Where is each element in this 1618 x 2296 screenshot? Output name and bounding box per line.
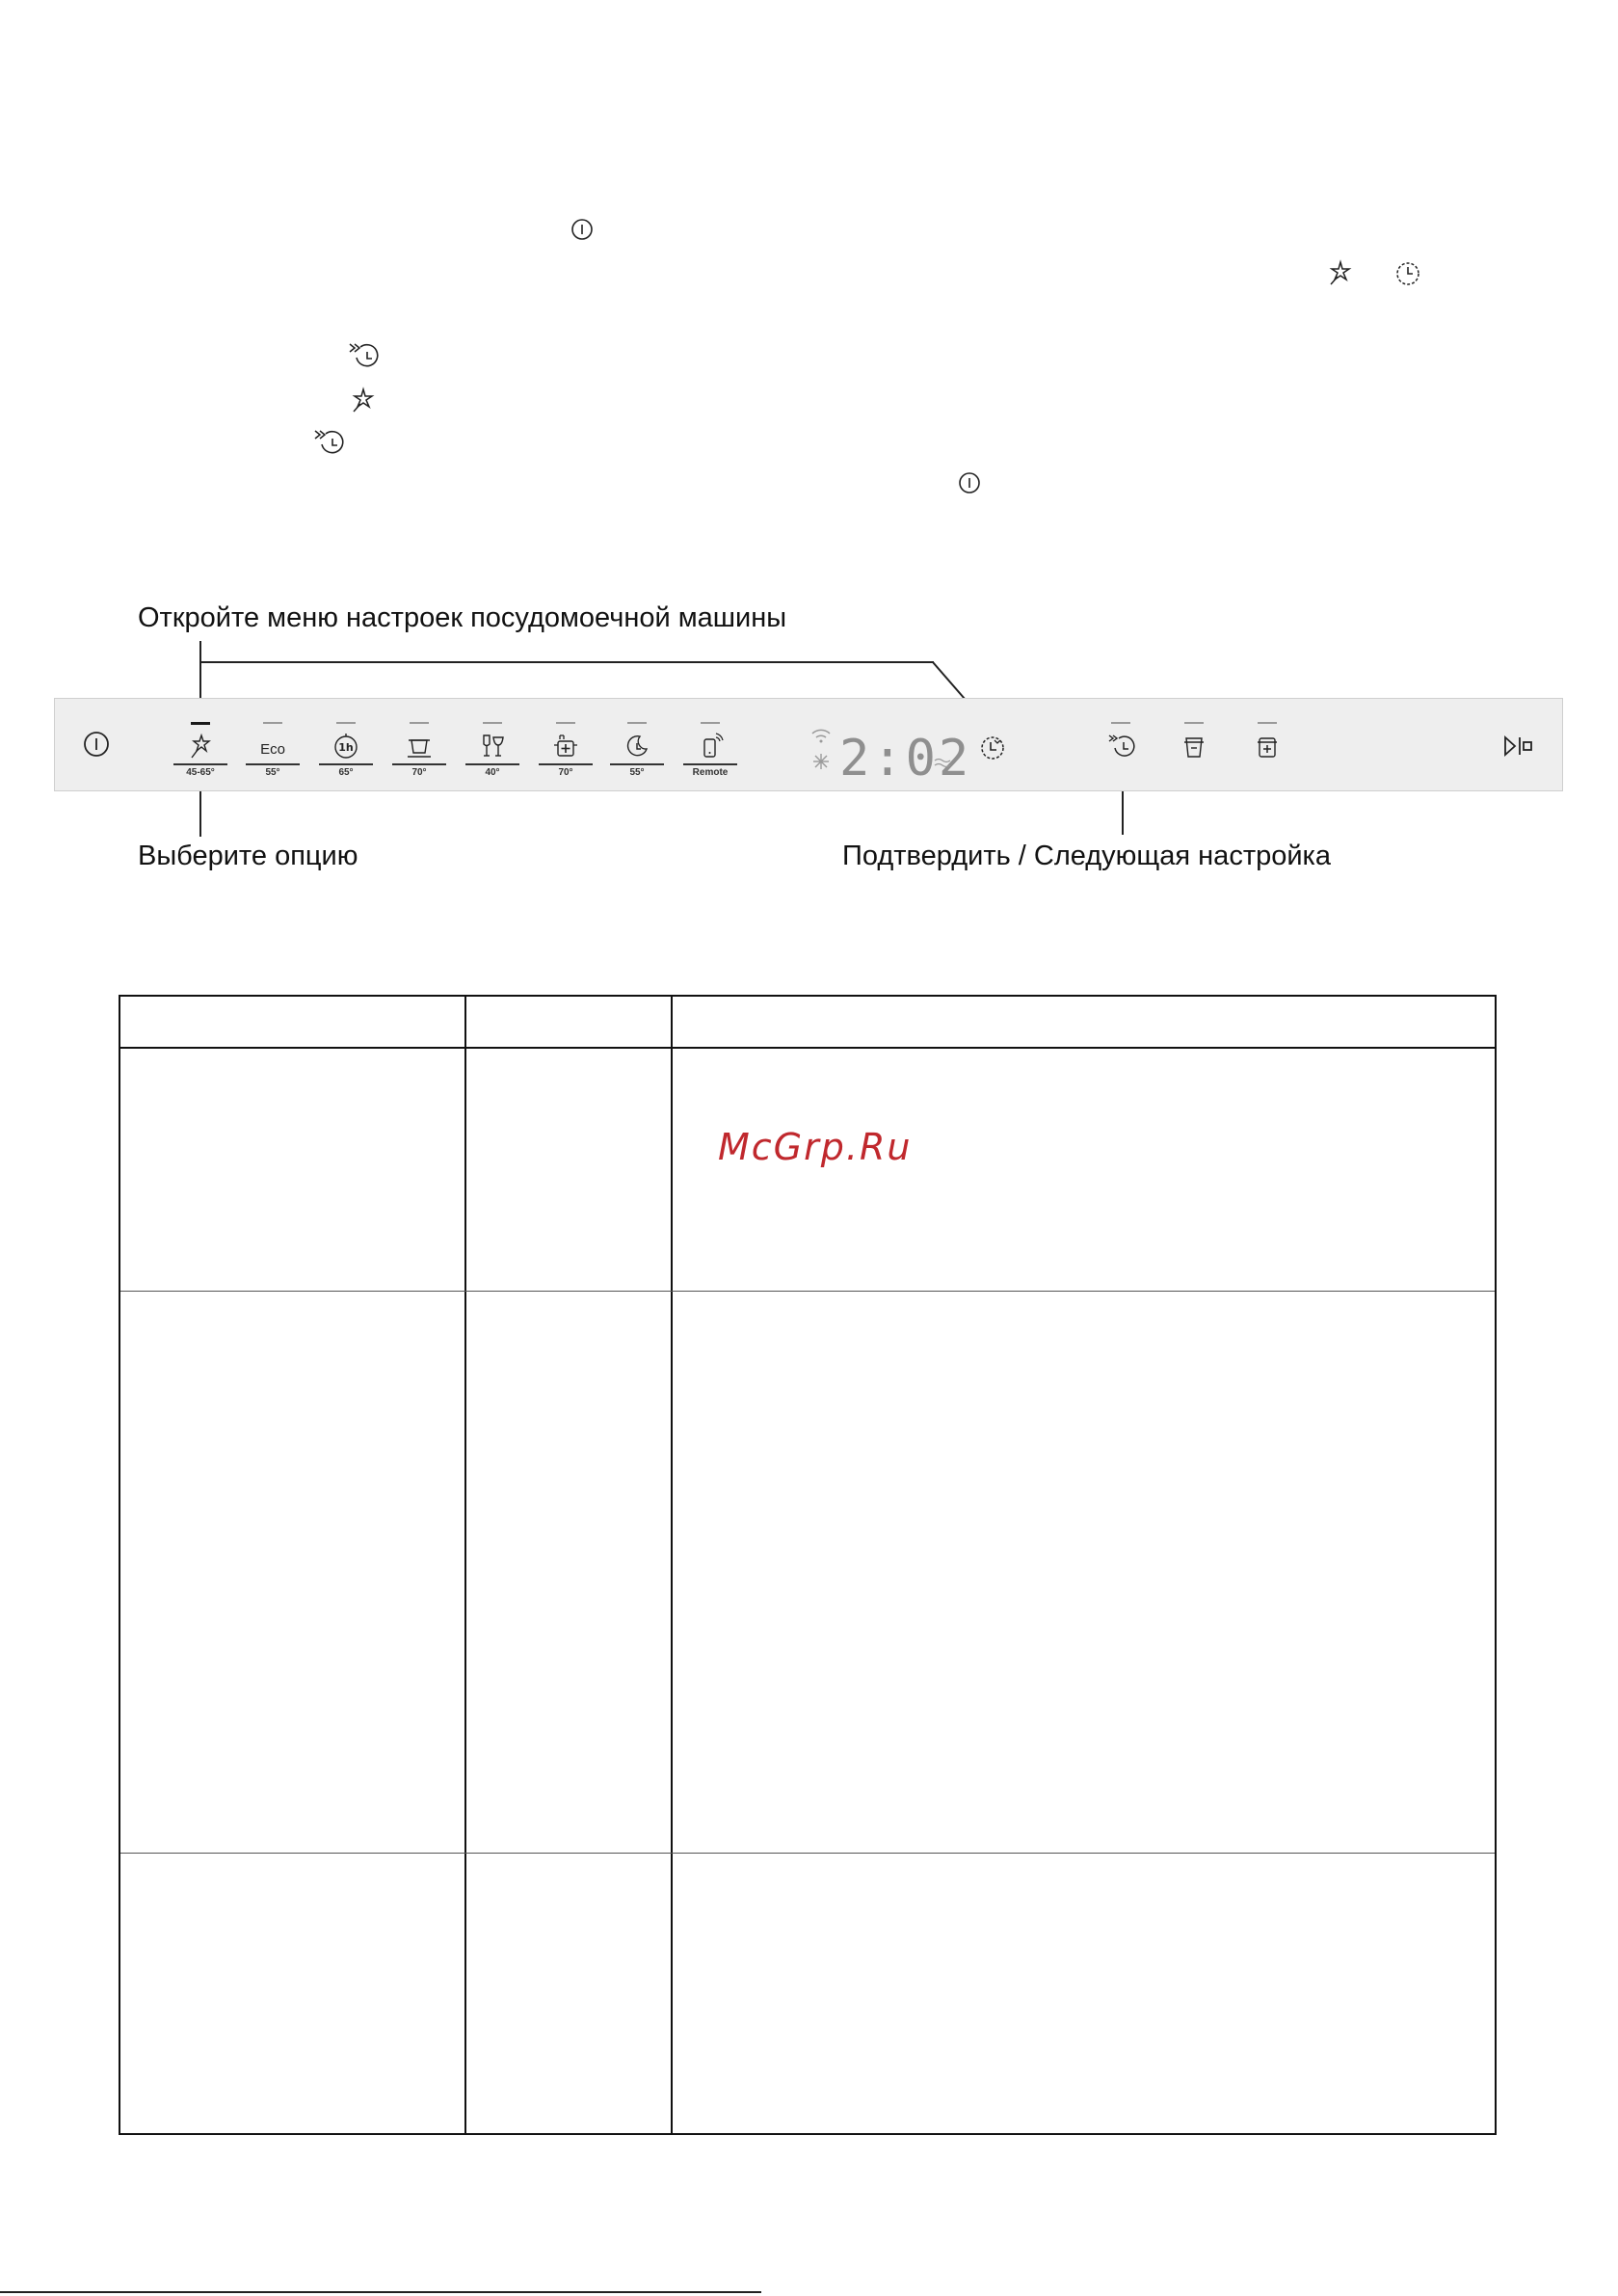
menu-timer-button[interactable]: [978, 734, 1007, 762]
quick-1h-icon: [332, 732, 360, 761]
salt-icon: [934, 757, 951, 770]
time-display: 2:02: [839, 730, 972, 788]
leader-line: [199, 641, 201, 704]
program-underline: [539, 763, 593, 765]
table-column-divider: [671, 997, 673, 2133]
program-button-quick-1h[interactable]: [317, 699, 375, 792]
program-led: [410, 722, 429, 724]
svg-text:1h: 1h: [338, 741, 354, 754]
program-temp: 40°: [485, 767, 500, 778]
program-underline: [392, 763, 446, 765]
half-load-icon: [1180, 732, 1208, 761]
program-temp: 70°: [558, 767, 573, 778]
extra-dry-icon: [1253, 732, 1282, 761]
power-icon: [958, 471, 981, 494]
auto-program-icon: [186, 732, 215, 761]
program-temp: Remote: [692, 767, 729, 778]
program-button-auto[interactable]: [172, 699, 229, 792]
callout-confirm-next: Подтвердить / Следующая настройка: [842, 841, 1332, 871]
speed-timer-icon: [1106, 732, 1135, 761]
program-button-eco[interactable]: [244, 699, 302, 792]
leader-line: [199, 785, 201, 837]
program-led: [556, 722, 575, 724]
rinse-aid-icon: [812, 753, 830, 770]
auto-program-icon: [349, 386, 378, 414]
timer-icon: [1393, 258, 1422, 287]
program-button-night[interactable]: [608, 699, 666, 792]
callout-select-option: Выберите опцию: [138, 841, 358, 871]
program-led: [701, 722, 720, 724]
pot-icon: [405, 732, 434, 761]
wifi-icon: [810, 728, 832, 743]
option-button-half-load[interactable]: [1165, 699, 1223, 792]
program-button-machine-care[interactable]: [537, 699, 595, 792]
callout-open-menu: Откройте меню настроек посудомоечной машины: [138, 602, 787, 633]
program-temp: 55°: [629, 767, 645, 778]
option-button-extra-dry[interactable]: [1238, 699, 1296, 792]
footer-rule: [0, 2291, 761, 2293]
speed-timer-icon: [312, 428, 345, 457]
machine-care-icon: [551, 732, 580, 761]
program-led: [191, 722, 210, 725]
control-panel: [54, 698, 1563, 791]
program-temp: 55°: [265, 767, 280, 778]
program-led: [627, 722, 647, 724]
speed-timer-icon: [347, 341, 380, 370]
program-temp: 70°: [411, 767, 427, 778]
power-icon: [570, 218, 594, 241]
program-temp: 65°: [338, 767, 354, 778]
table-row-divider: [120, 1853, 1495, 1854]
remote-icon: [696, 732, 725, 761]
watermark: McGrp.Ru: [718, 1126, 913, 1168]
eco-label: Eco: [260, 741, 285, 758]
program-underline: [465, 763, 519, 765]
program-underline: [246, 763, 300, 765]
option-led: [1258, 722, 1277, 724]
program-button-remote[interactable]: [681, 699, 739, 792]
night-icon: [623, 732, 651, 761]
table-column-divider: [464, 997, 466, 2133]
program-underline: [610, 763, 664, 765]
auto-program-icon: [1326, 258, 1355, 287]
program-underline: [173, 763, 227, 765]
program-underline: [683, 763, 737, 765]
program-temp: 45-65°: [186, 767, 215, 778]
glass-icon: [478, 732, 507, 761]
table-row-divider: [120, 1291, 1495, 1292]
program-button-glass[interactable]: [464, 699, 521, 792]
leader-line: [199, 661, 934, 663]
option-button-speed[interactable]: [1092, 699, 1150, 792]
power-button[interactable]: [82, 730, 111, 759]
option-led: [1184, 722, 1204, 724]
program-underline: [319, 763, 373, 765]
start-pause-icon[interactable]: [1502, 734, 1535, 759]
program-led: [336, 722, 356, 724]
table-header-divider: [120, 1047, 1495, 1049]
program-button-intensive[interactable]: [390, 699, 448, 792]
program-led: [483, 722, 502, 724]
program-led: [263, 722, 282, 724]
option-led: [1111, 722, 1130, 724]
